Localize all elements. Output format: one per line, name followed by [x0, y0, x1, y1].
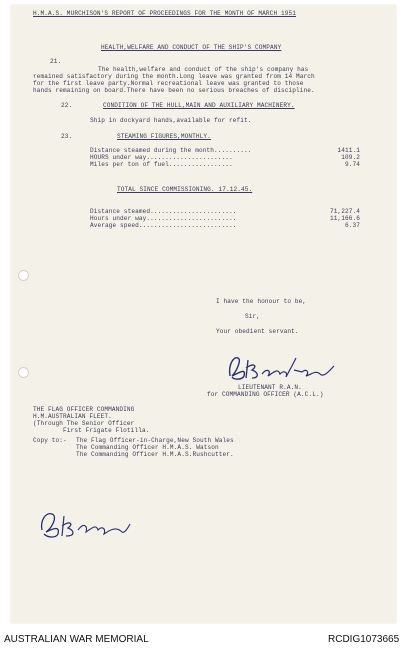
archive-credit: AUSTRALIAN WAR MEMORIAL	[4, 634, 149, 645]
section-21-line: remained satisfactory during the month.Long leave was granted from 14 March	[33, 73, 315, 80]
signatory-rank: LIEUTENANT R.A.N.	[238, 384, 302, 391]
totals-row-value: 6.37	[344, 222, 360, 229]
signatory-for: for COMMANDING OFFICER (A.C.L.)	[207, 391, 324, 398]
handwritten-signature	[222, 350, 340, 386]
totals-row-value: 11,166.6	[329, 215, 360, 222]
copy-recipient: The Commanding Officer H.M.A.S.Rushcutter.	[76, 451, 234, 458]
section-22-heading: CONDITION OF THE HULL,MAIN AND AUXILIARY MACHINERY.	[103, 102, 295, 109]
section-21-line: The health,welfare and conduct of the ship's company has	[98, 66, 309, 73]
copy-recipient: The Flag Officer-in-Charge,New South Wales	[76, 437, 234, 444]
handwritten-initials	[36, 508, 132, 542]
section-23-heading: STEAMING FIGURES,MONTHLY.	[117, 133, 211, 140]
section-21-heading: HEALTH,WELFARE AND CONDUCT OF THE SHIP'S COMPANY	[101, 44, 282, 51]
monthly-row-value: 1411.1	[337, 147, 360, 154]
section-21-number: 21.	[50, 58, 62, 65]
addressee-line: H.M.AUSTRALIAN FLEET.	[33, 413, 112, 420]
totals-row-label: Distance steamed.......................	[90, 208, 237, 215]
monthly-row-value: 9.74	[344, 161, 360, 168]
section-23-number: 23.	[61, 133, 73, 140]
section-21-line: hands remaining on board.There have been no serious breaches of discipline.	[33, 87, 315, 94]
closing-line: Sir,	[245, 313, 261, 320]
record-id: RCDIG1073665	[328, 634, 400, 645]
closing-line: I have the honour to be,	[216, 298, 307, 305]
addressee-line: First Frigate Flotilla.	[33, 427, 150, 434]
copy-to-label: Copy to:-	[33, 437, 67, 444]
addressee-line: (Through The Senior Officer	[33, 420, 135, 427]
closing-line: Your obedient servant.	[216, 328, 299, 335]
section-22-number: 22.	[61, 102, 73, 109]
totals-row-label: Average speed..........................	[90, 222, 237, 229]
punch-hole	[18, 367, 29, 378]
addressee-line: THE FLAG OFFICER COMMANDING	[33, 406, 135, 413]
copy-recipient: The Commanding Officer H.M.A.S. Watson	[76, 444, 219, 451]
section-22-text: Ship in dockyard hands,available for refit.	[90, 117, 252, 124]
monthly-row-value: 109.2	[341, 154, 360, 161]
totals-row-label: Hours under way........................	[90, 215, 237, 222]
totals-heading: TOTAL SINCE COMMISSIONING. 17.12.45.	[117, 186, 253, 193]
monthly-row-label: Miles per ton of fuel.................	[90, 161, 233, 168]
punch-hole	[18, 270, 29, 281]
monthly-row-label: HOURS under way.......................	[90, 154, 233, 161]
totals-row-value: 71,227.4	[329, 208, 360, 215]
section-21-line: for the first leave party.Normal recreational leave was granted to those	[33, 80, 304, 87]
report-header: H.M.A.S. MURCHISON'S REPORT OF PROCEEDINGS FOR THE MONTH OF MARCH 1951	[33, 10, 296, 17]
monthly-row-label: Distance steamed during the month..........	[90, 147, 252, 154]
